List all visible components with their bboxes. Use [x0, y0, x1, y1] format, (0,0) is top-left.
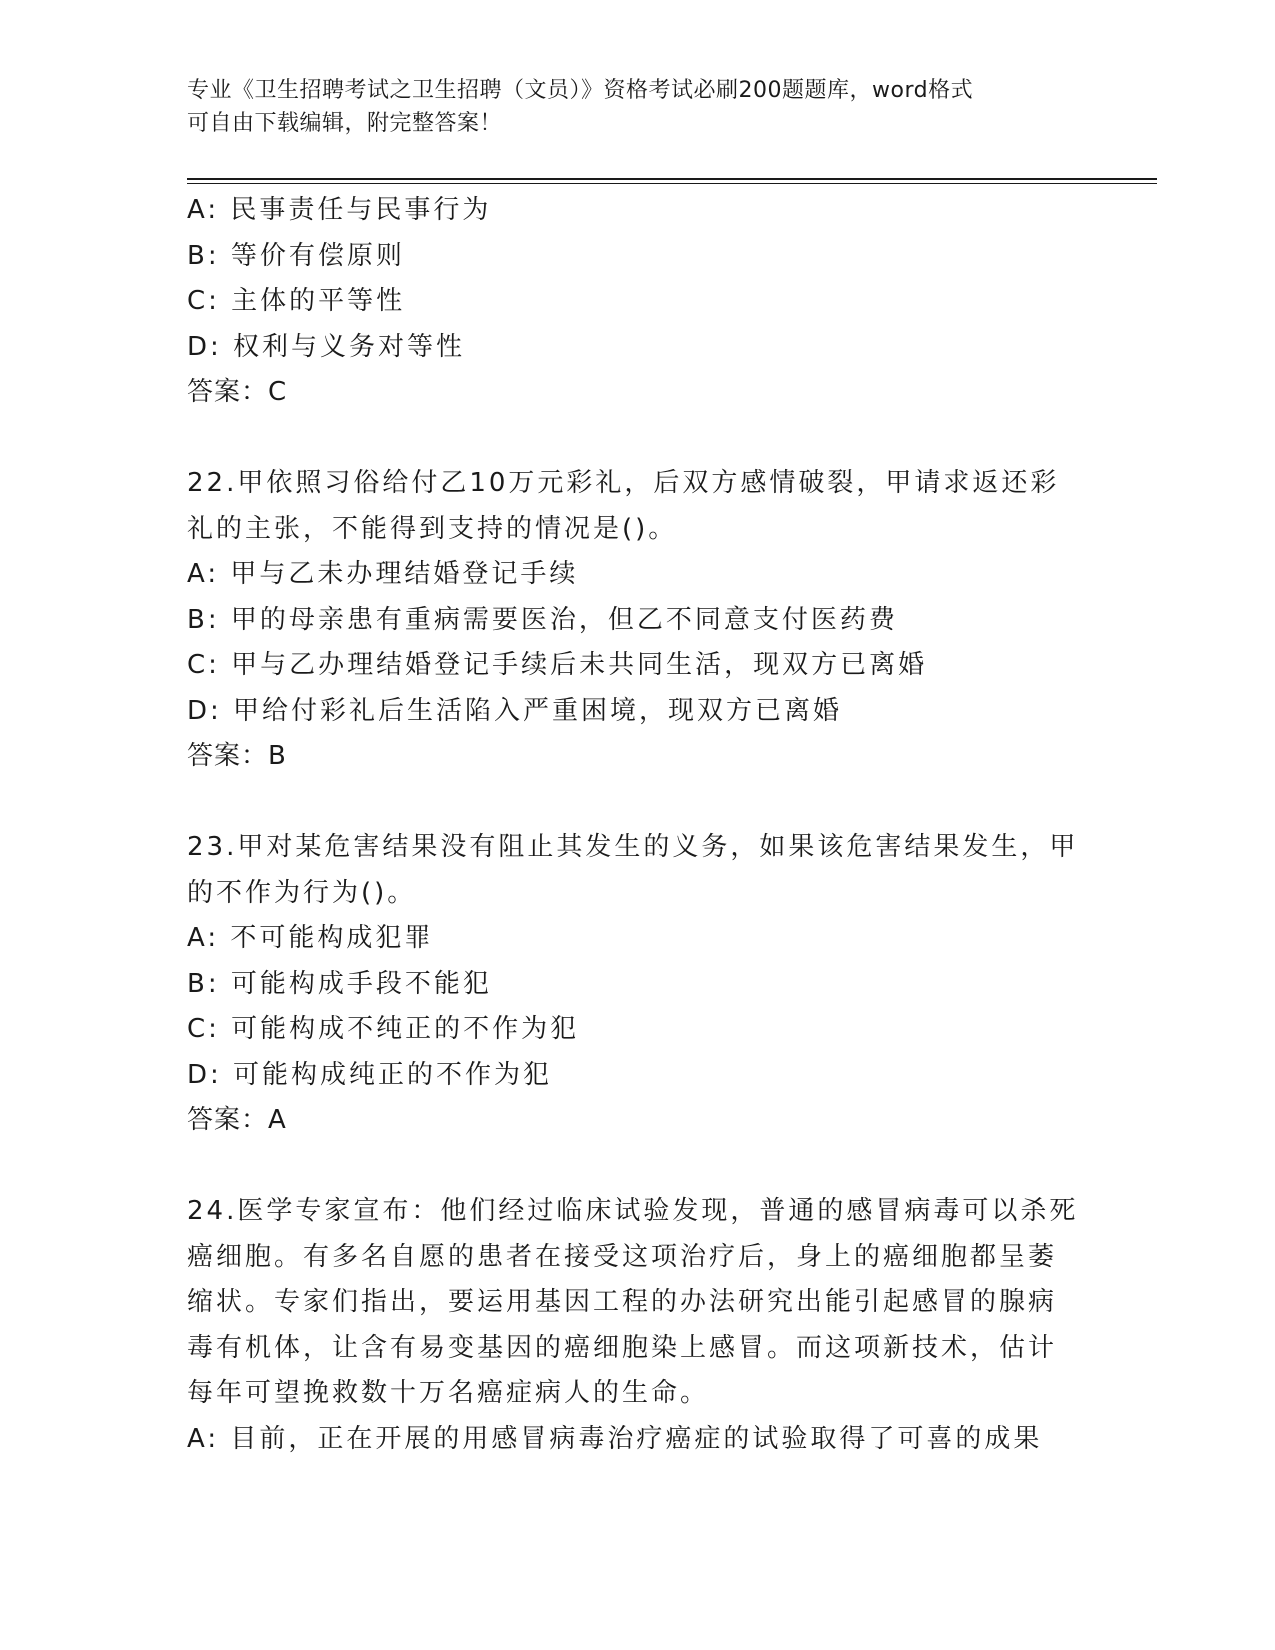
question-24	[187, 1189, 1087, 1462]
header-divider-thick	[187, 178, 1157, 180]
header-line-2: 可自由下载编辑，附完整答案！	[187, 111, 503, 136]
option-d: D: 权利与义务对等性	[187, 331, 466, 362]
question-22	[187, 461, 1087, 780]
question-stem: 22.甲依照习俗给付乙10万元彩礼，后双方感情破裂，甲请求返还彩	[187, 468, 1060, 498]
answer: 答案：C	[187, 377, 288, 407]
question-stem-cont: 缩状。专家们指出，要运用基因工程的办法研究出能引起感冒的腺病	[187, 1287, 1058, 1317]
option-a: A: 不可能构成犯罪	[187, 923, 434, 953]
option-c: C: 甲与乙办理结婚登记手续后未共同生活，现双方已离婚	[187, 650, 928, 680]
page-header	[187, 74, 1087, 140]
question-stem-cont: 每年可望挽救数十万名癌症病人的生命。	[187, 1378, 710, 1408]
option-b: B: 等价有偿原则	[187, 240, 405, 271]
option-c: C: 可能构成不纯正的不作为犯	[187, 1014, 580, 1044]
option-a: A: 目前，正在开展的用感冒病毒治疗癌症的试验取得了可喜的成果	[187, 1423, 1043, 1454]
option-b: B: 可能构成手段不能犯	[187, 968, 492, 999]
option-d: D: 可能构成纯正的不作为犯	[187, 1059, 553, 1090]
option-d: D: 甲给付彩礼后生活陷入严重困境，现双方已离婚	[187, 695, 843, 726]
question-stem-cont: 毒有机体，让含有易变基因的癌细胞染上感冒。而这项新技术，估计	[187, 1332, 1058, 1363]
option-a: A: 民事责任与民事行为	[187, 195, 492, 225]
answer: 答案：A	[187, 1105, 287, 1135]
header-divider-thin	[187, 183, 1157, 184]
option-a: A: 甲与乙未办理结婚登记手续	[187, 559, 579, 589]
question-body	[187, 188, 1087, 1462]
question-stem: 23.甲对某危害结果没有阻止其发生的义务，如果该危害结果发生，甲	[187, 832, 1079, 862]
question-stem: 24.医学专家宣布：他们经过临床试验发现，普通的感冒病毒可以杀死	[187, 1196, 1079, 1226]
option-b: B: 甲的母亲患有重病需要医治，但乙不同意支付医药费	[187, 604, 898, 635]
question-stem-cont: 礼的主张，不能得到支持的情况是()。	[187, 513, 678, 544]
option-c: C: 主体的平等性	[187, 286, 406, 316]
question-21	[187, 188, 1087, 416]
answer: 答案：B	[187, 741, 287, 771]
header-line-1: 专业《卫生招聘考试之卫生招聘（文员）》资格考试必刷200题题库，word格式	[187, 78, 974, 103]
question-stem-cont: 癌细胞。有多名自愿的患者在接受这项治疗后，身上的癌细胞都呈萎	[187, 1241, 1058, 1272]
question-stem-cont: 的不作为行为()。	[187, 877, 417, 908]
question-23	[187, 825, 1087, 1144]
